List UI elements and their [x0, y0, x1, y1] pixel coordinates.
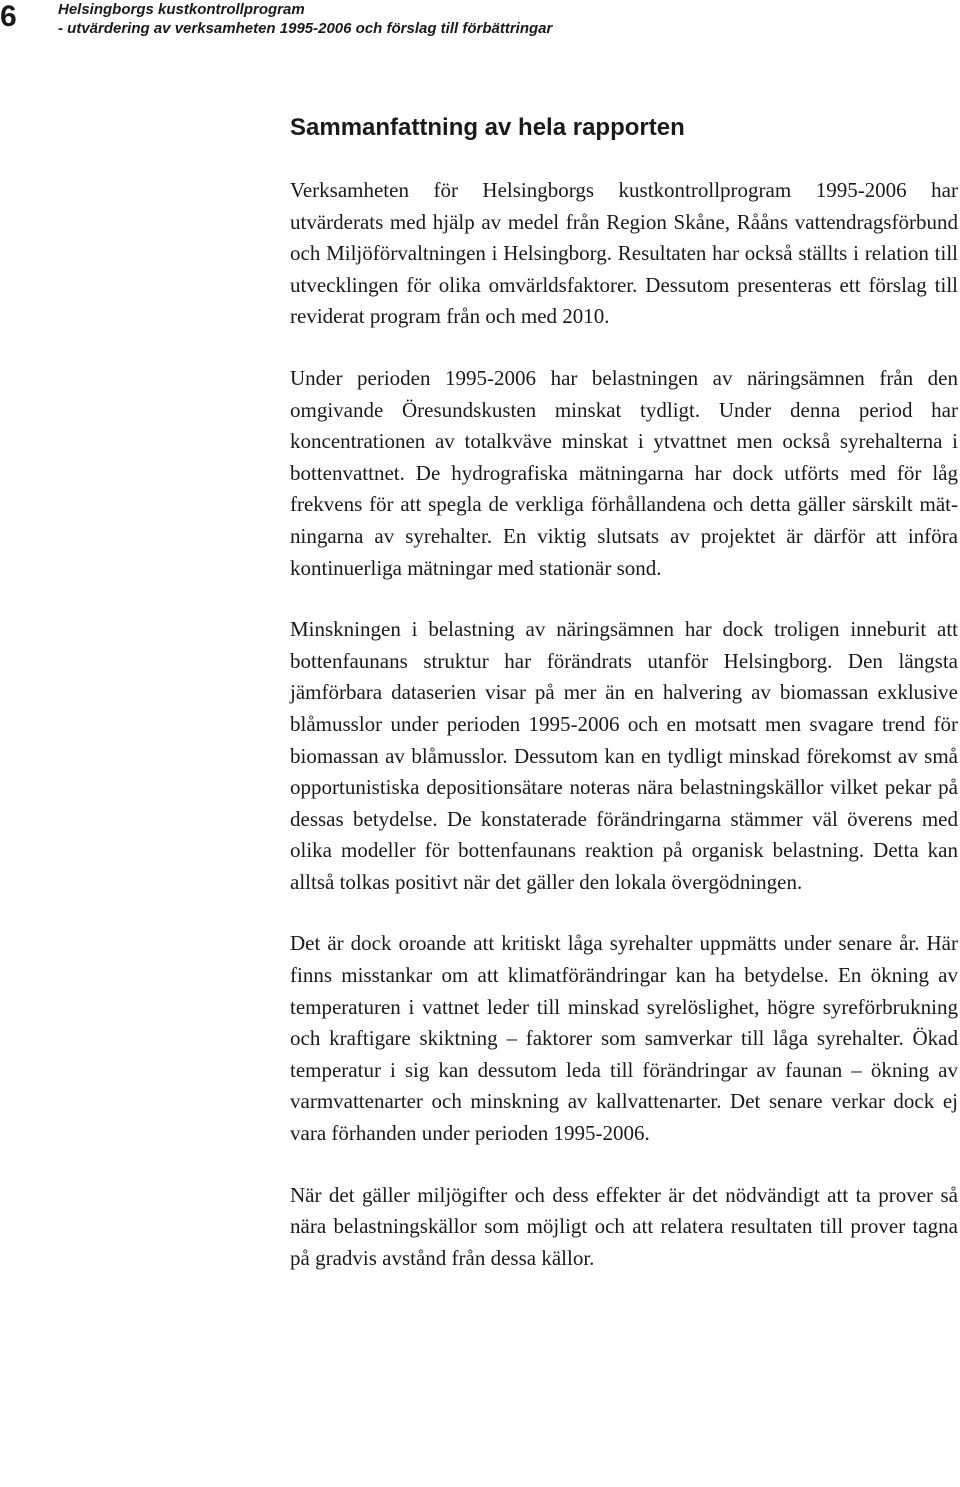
running-header — [58, 0, 552, 38]
paragraph: Minskningen i belastning av näringsämnen har dock troligen inneburit att bottenfaunans struktur har förändrats utanför Helsingborg. Den längsta jämförbara dataserien visar på mer än en halvering av biomassan exklusive blåmusslor under perioden 1995-2006 och en motsatt men svagare trend för biomassan av blåmusslor. Dessutom kan en tydligt minskad förekomst av små opportunistiska depositionsätare noteras nära belastningskällor vilket pekar på dessas betydelse. De konstaterade förändringarna stämmer väl överens med olika modeller för bottenfaunans reaktion på organisk belastning. Detta kan alltså tolkas positivt när det gäller den lokala övergödningen. — [290, 617, 958, 894]
page-number: 6 — [0, 0, 17, 33]
summary-section — [290, 113, 958, 1304]
paragraph: När det gäller miljögifter och dess effekter är det nödvändigt att ta prover så nära belastningskällor som möjligt och att relatera resultaten till prover tagna på gradvis avstånd från dessa källor. — [290, 1182, 958, 1270]
paragraph: Det är dock oroande att kritiskt låga syrehalter uppmätts under senare år. Här finns misstankar om att klimatförändringar kan ha betydelse. En ökning av temperaturen i vattnet leder till minskad syrelöslighet, högre syreförbrukning och kraftigare skiktning – faktorer som samverkar till låga syrehalter. Ökad temperatur i sig kan dessutom leda till förändringar av faunan – ökning av varmvattenarter och minskning av kallvattenarter. Det senare verkar dock ej vara förhanden under perioden 1995-2006. — [290, 931, 958, 1146]
running-header-title: Helsingborgs kustkontrollprogram — [58, 1, 305, 18]
running-header-subtitle: - utvärdering av verksamheten 1995-2006 och förslag till förbättringar — [58, 20, 553, 37]
section-title: Sammanfattning av hela rapporten — [290, 114, 685, 141]
paragraph: Verksamheten för Helsingborgs kustkontrollprogram 1995-2006 har utvärderats med hjälp av medel från Region Skåne, Rååns vattendragsförbund och Miljöförvaltningen i Helsingborg. Resultaten har också ställts i relation till utvecklingen för olika omvärldsfaktorer. Dessutom presenteras ett förslag till reviderat program från och med 2010. — [290, 178, 958, 329]
paragraph: Under perioden 1995-2006 har belastningen av näringsämnen från den omgivande Öresundskusten minskat tydligt. Under denna period har koncentrationen av totalkväve minskat i ytvattnet men också syrehalterna i bottenvattnet. De hydrografiska mätningarna har dock utförts med för låg frekvens för att spegla de verkliga förhållandena och detta gäller särskilt mätningarna av syrehalter. En viktig slutsats av projektet är därför att införa kontinuerliga mätningar med stationär sond. — [290, 365, 958, 580]
